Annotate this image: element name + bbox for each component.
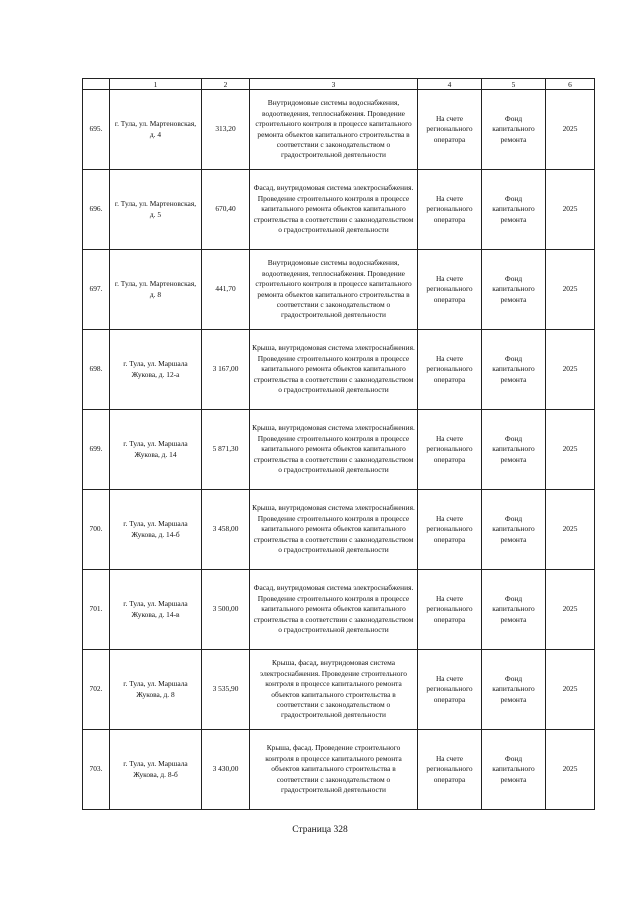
row-cost: 3 167,00 xyxy=(202,330,250,410)
table-row xyxy=(83,410,595,490)
row-number: 703. xyxy=(83,730,110,810)
row-account: На счете регионального оператора xyxy=(418,730,482,810)
row-year: 2025 xyxy=(546,490,595,570)
row-cost: 5 871,30 xyxy=(202,410,250,490)
table-row xyxy=(83,330,595,410)
row-work-description: Фасад, внутридомовая система электроснабжения. Проведение строительного контроля в процессе капитального ремонта объектов капитального строительства в соответствии с законодательством о градостроительной деятельности xyxy=(250,570,418,650)
row-address: г. Тула, ул. Маршала Жукова, д. 14 xyxy=(110,410,202,490)
row-work-description: Внутридомовые системы водоснабжения, водоотведения, теплоснабжения. Проведение строительного контроля в процессе капитального ремонта объектов капитального строительства в соответствии с законодательством о градостроительной деятельности xyxy=(250,250,418,330)
header-cell-6: 6 xyxy=(546,79,595,90)
table-row xyxy=(83,490,595,570)
row-account: На счете регионального оператора xyxy=(418,250,482,330)
row-year: 2025 xyxy=(546,90,595,170)
row-year: 2025 xyxy=(546,730,595,810)
row-address: г. Тула, ул. Маршала Жукова, д. 14-б xyxy=(110,490,202,570)
header-cell-4: 4 xyxy=(418,79,482,90)
row-year: 2025 xyxy=(546,330,595,410)
row-year: 2025 xyxy=(546,570,595,650)
row-address: г. Тула, ул. Мартеновская, д. 4 xyxy=(110,90,202,170)
row-address: г. Тула, ул. Мартеновская, д. 8 xyxy=(110,250,202,330)
row-number: 697. xyxy=(83,250,110,330)
row-number: 696. xyxy=(83,170,110,250)
row-work-description: Крыша, фасад. Проведение строительного контроля в процессе капитального ремонта объектов капитального строительства в соответствии с законодательством о градостроительной деятельности xyxy=(250,730,418,810)
row-fund: Фонд капитального ремонта xyxy=(482,250,546,330)
row-work-description: Крыша, фасад, внутридомовая система электроснабжения. Проведение строительного контроля в процессе капитального ремонта объектов капитального строительства в соответствии с законодательством о градостроительной деятельности xyxy=(250,650,418,730)
row-fund: Фонд капитального ремонта xyxy=(482,410,546,490)
row-fund: Фонд капитального ремонта xyxy=(482,570,546,650)
row-fund: Фонд капитального ремонта xyxy=(482,330,546,410)
row-account: На счете регионального оператора xyxy=(418,330,482,410)
header-cell-3: 3 xyxy=(250,79,418,90)
row-fund: Фонд капитального ремонта xyxy=(482,170,546,250)
header-cell-1: 1 xyxy=(110,79,202,90)
row-year: 2025 xyxy=(546,250,595,330)
row-address: г. Тула, ул. Маршала Жукова, д. 8-б xyxy=(110,730,202,810)
table-body xyxy=(83,90,595,810)
row-work-description: Фасад, внутридомовая система электроснабжения. Проведение строительного контроля в процессе капитального ремонта объектов капитального строительства в соответствии с законодательством о градостроительной деятельности xyxy=(250,170,418,250)
header-row xyxy=(83,79,595,90)
header-cell-2: 2 xyxy=(202,79,250,90)
row-account: На счете регионального оператора xyxy=(418,570,482,650)
row-fund: Фонд капитального ремонта xyxy=(482,90,546,170)
row-account: На счете регионального оператора xyxy=(418,170,482,250)
row-fund: Фонд капитального ремонта xyxy=(482,650,546,730)
row-address: г. Тула, ул. Мартеновская, д. 5 xyxy=(110,170,202,250)
row-cost: 3 535,90 xyxy=(202,650,250,730)
row-work-description: Крыша, внутридомовая система электроснабжения. Проведение строительного контроля в процессе капитального ремонта объектов капитального строительства в соответствии с законодательством о градостроительной деятельности xyxy=(250,410,418,490)
row-cost: 3 500,00 xyxy=(202,570,250,650)
header-cell-num xyxy=(83,79,110,90)
table-row xyxy=(83,170,595,250)
table-row xyxy=(83,90,595,170)
row-year: 2025 xyxy=(546,410,595,490)
row-account: На счете регионального оператора xyxy=(418,90,482,170)
row-number: 698. xyxy=(83,330,110,410)
row-account: На счете регионального оператора xyxy=(418,490,482,570)
table-row xyxy=(83,570,595,650)
capital-repair-table xyxy=(82,78,595,810)
row-work-description: Внутридомовые системы водоснабжения, водоотведения, теплоснабжения. Проведение строительного контроля в процессе капитального ремонта объектов капитального строительства в соответствии с законодательством о градостроительной деятельности xyxy=(250,90,418,170)
row-account: На счете регионального оператора xyxy=(418,650,482,730)
row-number: 700. xyxy=(83,490,110,570)
row-number: 699. xyxy=(83,410,110,490)
row-number: 695. xyxy=(83,90,110,170)
row-number: 701. xyxy=(83,570,110,650)
row-fund: Фонд капитального ремонта xyxy=(482,730,546,810)
table-header xyxy=(83,79,595,90)
row-address: г. Тула, ул. Маршала Жукова, д. 14-в xyxy=(110,570,202,650)
row-work-description: Крыша, внутридомовая система электроснабжения. Проведение строительного контроля в процессе капитального ремонта объектов капитального строительства в соответствии с законодательством о градостроительной деятельности xyxy=(250,330,418,410)
row-year: 2025 xyxy=(546,650,595,730)
row-number: 702. xyxy=(83,650,110,730)
row-cost: 670,40 xyxy=(202,170,250,250)
row-cost: 3 430,00 xyxy=(202,730,250,810)
page-number: Страница 328 xyxy=(292,825,348,835)
row-cost: 441,70 xyxy=(202,250,250,330)
row-address: г. Тула, ул. Маршала Жукова, д. 8 xyxy=(110,650,202,730)
table-row xyxy=(83,650,595,730)
row-address: г. Тула, ул. Маршала Жукова, д. 12-а xyxy=(110,330,202,410)
row-cost: 313,20 xyxy=(202,90,250,170)
row-fund: Фонд капитального ремонта xyxy=(482,490,546,570)
table-row xyxy=(83,250,595,330)
header-cell-5: 5 xyxy=(482,79,546,90)
row-account: На счете регионального оператора xyxy=(418,410,482,490)
row-work-description: Крыша, внутридомовая система электроснабжения. Проведение строительного контроля в процессе капитального ремонта объектов капитального строительства в соответствии с законодательством о градостроительной деятельности xyxy=(250,490,418,570)
table-row xyxy=(83,730,595,810)
row-cost: 3 458,00 xyxy=(202,490,250,570)
row-year: 2025 xyxy=(546,170,595,250)
